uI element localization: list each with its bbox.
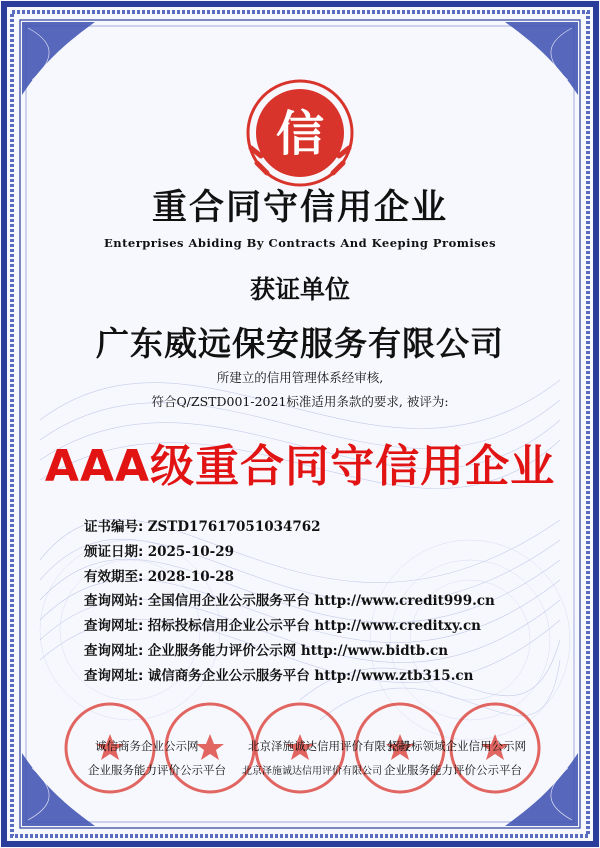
info-key: 查询网站: <box>84 593 144 610</box>
seal-caption: 招投标领域企业信用公示网 <box>388 739 526 753</box>
info-row <box>84 540 544 565</box>
info-key: 颁证日期: <box>84 543 144 560</box>
info-row <box>84 664 544 689</box>
logo-glyph: 信 <box>275 106 325 162</box>
info-row <box>84 515 544 540</box>
info-row <box>84 614 544 639</box>
info-row <box>84 565 544 590</box>
info-value: 诚信商务企业公示服务平台 http://www.ztb315.cn <box>147 667 474 684</box>
info-value: 企业服务能力评价公示网 http://www.bidtb.cn <box>147 642 449 659</box>
info-row <box>84 589 544 614</box>
seal-caption: 企业服务能力评价公示平台 <box>384 763 522 777</box>
info-value: 2028-10-28 <box>147 568 235 585</box>
info-key: 查询网址: <box>84 642 144 659</box>
info-key: 查询网址: <box>84 667 144 684</box>
info-value: 招标投标信用企业公示平台 http://www.creditxy.cn <box>147 618 481 635</box>
credit-grade: AAA级重合同守信用企业 <box>44 441 556 492</box>
info-row <box>84 639 544 664</box>
seal-caption: 北京泽施诚达信用评价有限公司 <box>242 766 382 777</box>
statement-line-1: 所建立的信用管理体系经审核, <box>216 370 384 385</box>
certificate-info <box>84 515 544 689</box>
certificate-title: 重合同守信用企业 <box>151 188 448 228</box>
award-label: 获证单位 <box>249 275 350 304</box>
seal-caption: 企业服务能力评价公示平台 <box>88 763 226 777</box>
company-name: 广东威远保安服务有限公司 <box>96 324 504 363</box>
info-value: 全国信用企业公示服务平台 http://www.credit999.cn <box>147 593 495 610</box>
info-key: 证书编号: <box>84 519 144 535</box>
seal-caption: 诚信商务企业公示网 <box>95 739 199 753</box>
statement-line-2: 符合Q/ZSTD001-2021标准适用条款的要求, 被评为: <box>151 394 449 409</box>
info-value: ZSTD17617051034762 <box>147 519 321 535</box>
info-key: 有效期至: <box>84 568 144 585</box>
info-key: 查询网址: <box>84 618 144 635</box>
info-value: 2025-10-29 <box>147 543 235 560</box>
credit-emblem-icon <box>245 78 355 188</box>
certificate-subtitle: Enterprises Abiding By Contracts And Keeping Promises <box>103 236 497 250</box>
seal-caption: 北京泽施诚达信用评价有限公司 <box>248 739 409 753</box>
